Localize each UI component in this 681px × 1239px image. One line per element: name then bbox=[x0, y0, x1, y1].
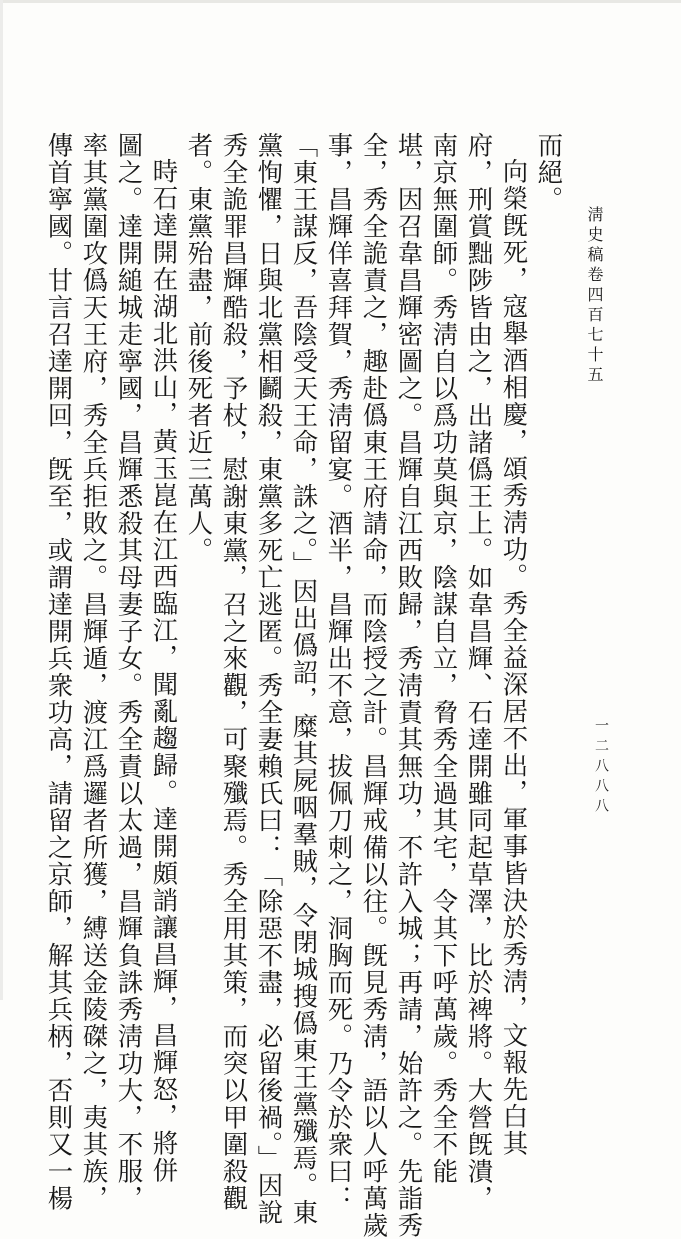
text-column-4: 南京無圍師。秀淸自以爲功莫與京，陰謀自立，脅秀全過其宅，令其下呼萬歲。秀全不能 bbox=[429, 132, 460, 1185]
text-column-5: 堪，因召韋昌輝密圖之。昌輝自江西敗歸，秀淸責其無功，不許入城；再請，始許之。先詣秀 bbox=[394, 132, 425, 1239]
text-column-3: 府，刑賞黜陟皆由之，出諸僞王上。如韋昌輝、石達開雖同起草澤，比於裨將。大營旣潰， bbox=[464, 132, 495, 1212]
text-column-7: 事，昌輝佯喜拜賀，秀淸留宴。酒半，昌輝出不意，拔佩刀刺之，洞胸而死。乃令於衆曰： bbox=[324, 132, 355, 1212]
text-column-10: 秀全詭罪昌輝酷殺，予杖，慰謝東黨，召之來觀，可聚殲焉。秀全用其策，而突以甲圍殺觀 bbox=[219, 132, 250, 1212]
running-title: 淸史稿卷四百七十五 bbox=[585, 206, 604, 386]
text-column-14: 率其黨圍攻僞天王府，秀全兵拒敗之。昌輝遁，渡江爲邏者所獲，縛送金陵磔之，夷其族， bbox=[79, 132, 110, 1212]
scan-edge-top bbox=[0, 0, 681, 3]
text-column-15: 傳首寧國。甘言召達開回，旣至，或謂達開兵衆功高，請留之京師，解其兵柄，否則又一楊 bbox=[44, 132, 75, 1212]
text-column-2: 向榮旣死，寇舉酒相慶，頌秀淸功。秀全益深居不出，軍事皆決於秀淸，文報先白其 bbox=[499, 158, 530, 1157]
page-number: 一二八八八 bbox=[593, 718, 609, 818]
text-column-13: 圖之。達開縋城走寧國，昌輝悉殺其母妻子女。秀全責以太過，昌輝負誅秀淸功大，不服， bbox=[114, 132, 145, 1212]
text-column-8: 「東王謀反，吾陰受天王命，誅之。」因出僞詔，糜其屍咽羣賊，令閉城搜僞東王黨殲焉。東 bbox=[289, 132, 320, 1227]
text-column-12: 時石達開在湖北洪山，黃玉崑在江西臨江，聞亂趨歸。達開頗誚讓昌輝，昌輝怒，將併 bbox=[149, 158, 180, 1184]
text-column-1: 而絕。 bbox=[534, 132, 565, 213]
scan-edge-left bbox=[0, 0, 3, 1000]
text-column-9: 黨恂懼，日與北黨相鬬殺，東黨多死亡逃匿。秀全妻賴氏曰：「除惡不盡，必留後禍。」因說 bbox=[254, 132, 285, 1227]
text-column-6: 全，秀全詭責之，趣赴僞東王府請命，而陰授之計。昌輝戒備以往。旣見秀淸，語以人呼萬歲 bbox=[359, 132, 390, 1239]
text-column-11: 者。東黨殆盡，前後死者近三萬人。 bbox=[184, 132, 215, 564]
